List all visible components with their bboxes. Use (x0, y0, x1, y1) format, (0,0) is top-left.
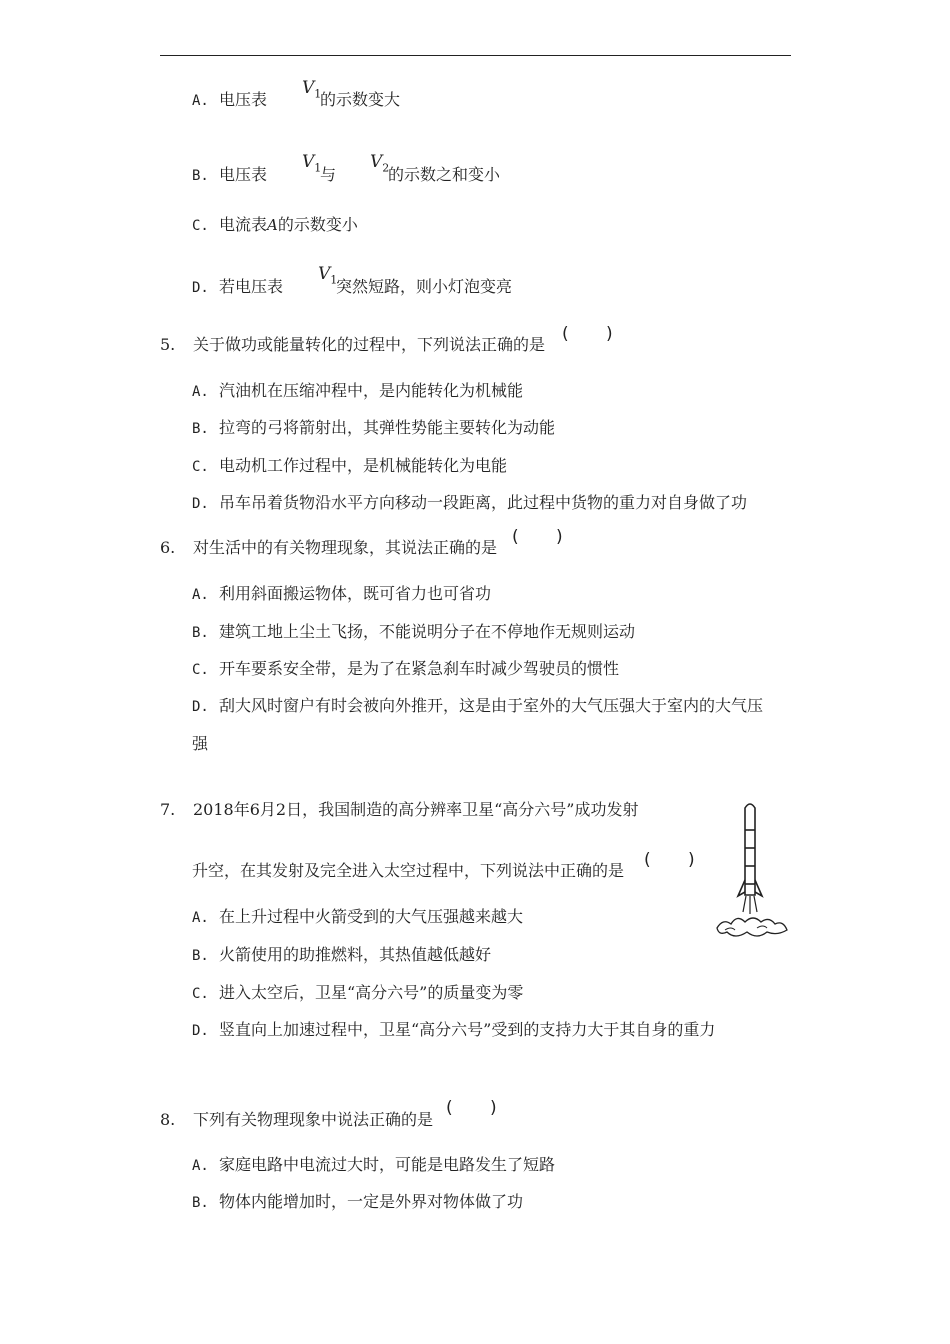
q4-option-a-post: 的示数变大 (320, 90, 401, 109)
q5-option-d[interactable]: D. 吊车吊着货物沿水平方向移动一段距离，此过程中货物的重力对自身做了功 (192, 493, 748, 512)
rocket-body (745, 804, 755, 895)
q8-option-a[interactable]: A. 家庭电路中电流过大时，可能是电路发生了短路 (192, 1155, 556, 1174)
rocket-launch-illustration (705, 800, 795, 950)
q5-option-c[interactable]: C. 电动机工作过程中，是机械能转化为电能 (192, 456, 508, 475)
q6-option-d[interactable]: D. 刮大风时窗户有时会被向外推开，这是由于室外的大气压强大于室内的大气压 (192, 696, 764, 715)
q5-answer-blank[interactable]: ( ) (562, 324, 629, 344)
q6-option-b[interactable]: B. 建筑工地上尘土飞扬，不能说明分子在不停地作无规则运动 (192, 622, 636, 641)
q8-option-b[interactable]: B. 物体内能增加时，一定是外界对物体做了功 (192, 1192, 524, 1211)
q7-answer-blank[interactable]: ( ) (644, 850, 711, 870)
q6-answer-blank[interactable]: ( ) (512, 527, 579, 547)
q5-number: 5. (160, 335, 176, 354)
q4-option-a-symbol: $V_1$ (302, 78, 322, 101)
q8-answer-blank[interactable]: ( ) (446, 1098, 513, 1118)
q6-number: 6. (160, 538, 176, 557)
rocket-left-fin (738, 880, 745, 896)
q4-option-d[interactable]: D. 若电压表 (192, 277, 284, 296)
q7-stem-line2: 升空，在其发射及完全进入太空过程中，下列说法中正确的是 (192, 861, 625, 880)
q7-option-c[interactable]: C. 进入太空后，卫星“高分六号”的质量变为零 (192, 983, 524, 1002)
q8-stem: 下列有关物理现象中说法正确的是 (193, 1110, 434, 1129)
q4-option-d-post: 突然短路，则小灯泡变亮 (336, 277, 513, 296)
q4-option-b-mid: 与 (320, 165, 337, 184)
rocket-exhaust (743, 896, 757, 914)
q7-option-a[interactable]: A. 在上升过程中火箭受到的大气压强越来越大 (192, 907, 524, 926)
q5-option-a[interactable]: A. 汽油机在压缩冲程中，是内能转化为机械能 (192, 381, 524, 400)
q8-number: 8. (160, 1110, 176, 1129)
q4-option-d-symbol: $V_1$ (318, 264, 338, 287)
q4-option-a[interactable]: A. 电压表 (192, 90, 268, 109)
q7-stem-line1: 2018年6月2日，我国制造的高分辨率卫星“高分六号”成功发射 (193, 800, 639, 819)
q7-number: 7. (160, 800, 176, 819)
q6-option-a[interactable]: A. 利用斜面搬运物体，既可省力也可省功 (192, 584, 492, 603)
header-rule (160, 55, 791, 56)
q7-option-b[interactable]: B. 火箭使用的助推燃料，其热值越低越好 (192, 945, 492, 964)
q4-option-b-symbol1: $V_1$ (302, 152, 322, 175)
q4-option-b-symbol2: $V_2$ (370, 152, 390, 175)
q6-stem: 对生活中的有关物理现象，其说法正确的是 (193, 538, 498, 557)
q6-option-d-continued: 强 (192, 734, 209, 753)
launch-smoke (717, 918, 787, 936)
rocket-right-fin (755, 880, 762, 896)
q4-option-b-post: 的示数之和变小 (388, 165, 501, 184)
q4-option-c[interactable]: C. 电流表A的示数变小 (192, 215, 358, 234)
q5-option-b[interactable]: B. 拉弯的弓将箭射出，其弹性势能主要转化为动能 (192, 418, 556, 437)
q4-option-b[interactable]: B. 电压表 (192, 165, 268, 184)
q5-stem: 关于做功或能量转化的过程中，下列说法正确的是 (193, 335, 546, 354)
q7-option-d[interactable]: D. 竖直向上加速过程中，卫星“高分六号”受到的支持力大于其自身的重力 (192, 1020, 716, 1039)
q6-option-c[interactable]: C. 开车要系安全带，是为了在紧急刹车时减少驾驶员的惯性 (192, 659, 620, 678)
